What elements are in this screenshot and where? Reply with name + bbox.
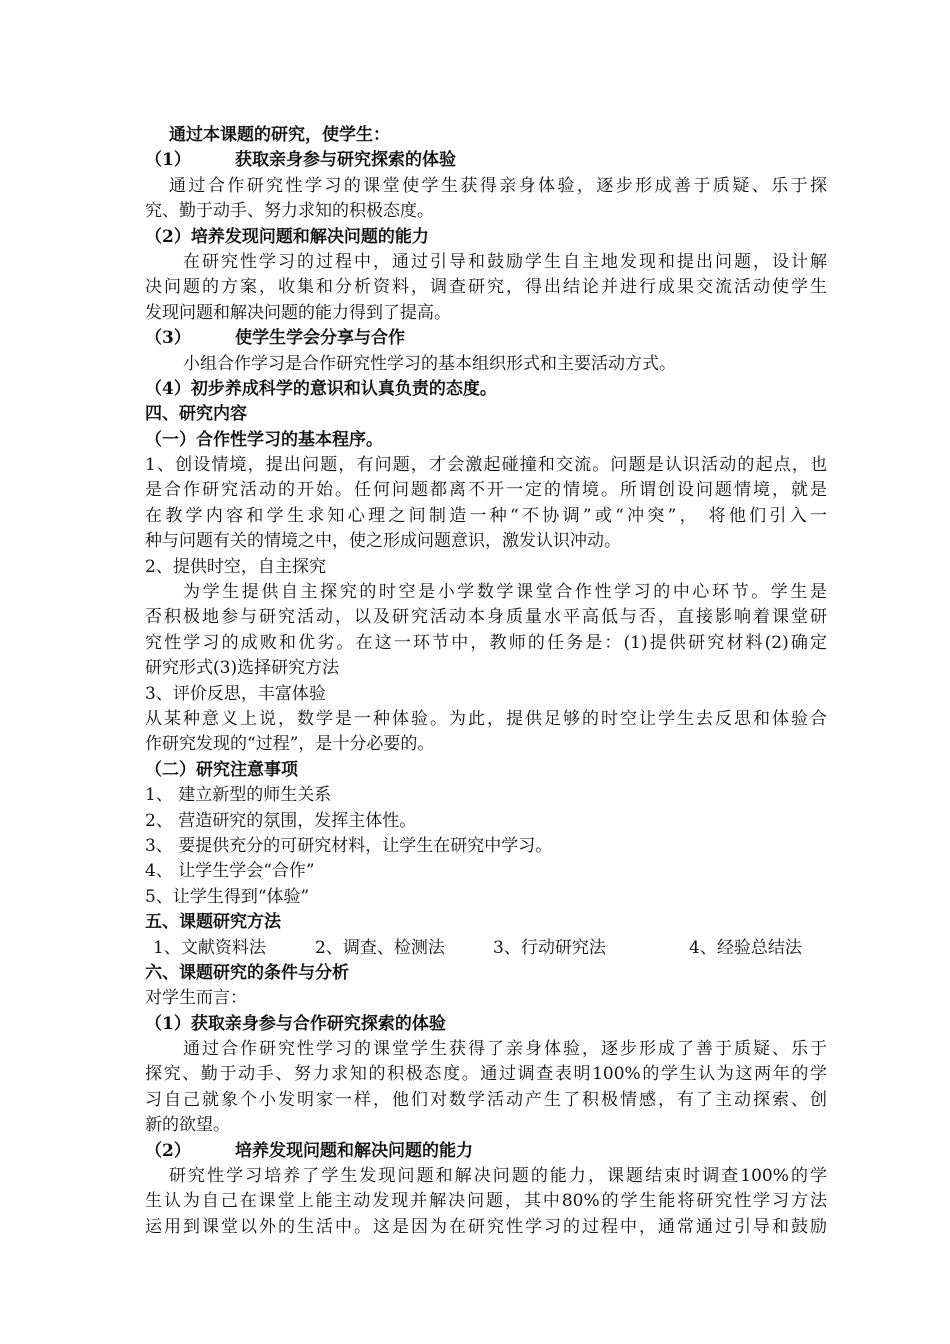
analysis-2-heading — [145, 1139, 827, 1164]
paragraph-line: 小组合作学习是合作研究性学习的基本组织形式和主要活动方式。 — [183, 353, 676, 374]
paragraph-line: 新的欲望。 — [145, 1115, 230, 1136]
objective-3-title: 使学生学会分享与合作 — [235, 328, 405, 349]
subsection-1-heading: （一）合作性学习的基本程序。 — [145, 429, 383, 450]
method-item: 4、经验总结法 — [689, 937, 802, 958]
list-item: 3、评价反思，丰富体验 — [145, 683, 326, 704]
analysis-2-title: 培养发现问题和解决问题的能力 — [235, 1140, 473, 1161]
subsection-2-heading: （二）研究注意事项 — [145, 759, 298, 780]
objective-2-heading: （2）培养发现问题和解决问题的能力 — [145, 226, 429, 247]
paragraph-line: 研究形式(3)选择研究方法 — [145, 658, 340, 679]
paragraph-line: 通过合作研究性学习的课堂使学生获得亲身体验，逐步形成善于质疑、乐于探 — [169, 175, 827, 196]
paragraph-line: 在研究性学习的过程中，通过引导和鼓励学生自主地发现和提出问题，设计解 — [183, 251, 827, 272]
list-item: 2、提供时空，自主探究 — [145, 556, 326, 577]
paragraph-line: 探究、勤于动手、努力求知的积极态度。通过调查表明100%的学生认为这两年的学 — [145, 1064, 827, 1085]
method-list — [145, 936, 827, 961]
intro-line: 通过本课题的研究，使学生： — [169, 125, 390, 145]
paragraph-line: 对学生而言： — [145, 988, 247, 1009]
objective-1-heading — [145, 148, 827, 173]
paragraph-line: 运用到课堂以外的生活中。这是因为在研究性学习的过程中，通常通过引导和鼓励 — [145, 1216, 827, 1237]
paragraph-line: 种与问题有关的情境之中，使之形成问题意识，激发认识冲动。 — [145, 531, 621, 552]
list-item: 5、让学生得到“体验” — [145, 886, 310, 907]
objective-1-title: 获取亲身参与研究探索的体验 — [235, 150, 456, 171]
objective-1-number: （1） — [145, 150, 191, 171]
list-item: 4、 让学生学会“合作” — [145, 861, 315, 882]
paragraph-line: 究性学习的成败和优劣。在这一环节中，教师的任务是：(1)提供研究材料(2)确定 — [145, 632, 827, 653]
paragraph-line: 究、勤于动手、努力求知的积极态度。 — [145, 201, 434, 222]
list-item: 2、 营造研究的氛围，发挥主体性。 — [145, 810, 417, 831]
section-5-heading: 五、课题研究方法 — [145, 912, 281, 933]
paragraph-line: 1、创设情境，提出问题，有问题，才会激起碰撞和交流。问题是认识活动的起点，也 — [145, 455, 827, 476]
section-6-heading: 六、课题研究的条件与分析 — [145, 962, 349, 983]
section-4-heading: 四、研究内容 — [145, 404, 247, 425]
paragraph-line: 发现问题和解决问题的能力得到了提高。 — [145, 302, 451, 323]
method-item: 3、行动研究法 — [493, 937, 606, 958]
paragraph-line: 研究性学习培养了学生发现问题和解决问题的能力，课题结束时调查100%的学 — [169, 1166, 827, 1187]
objective-3-heading — [145, 326, 827, 351]
paragraph-line: 为学生提供自主探究的时空是小学数学课堂合作性学习的中心环节。学生是 — [183, 582, 827, 603]
paragraph-line: 习自己就象个小发明家一样，他们对数学活动产生了积极情感，有了主动探索、创 — [145, 1089, 827, 1110]
paragraph-line: 通过合作研究性学习的课堂学生获得了亲身体验，逐步形成了善于质疑、乐于 — [183, 1039, 827, 1060]
paragraph-line: 决问题的方案，收集和分析资料，调查研究，得出结论并进行成果交流活动使学生 — [145, 277, 827, 298]
objective-3-number: （3） — [145, 328, 191, 349]
paragraph-line: 从某种意义上说，数学是一种体验。为此，提供足够的时空让学生去反思和体验合 — [145, 708, 827, 729]
analysis-2-number: （2） — [145, 1140, 191, 1161]
paragraph-line: 是合作研究活动的开始。任何问题都离不开一定的情境。所谓创设问题情境，就是 — [145, 480, 827, 501]
paragraph-line: 否积极地参与研究活动，以及研究活动本身质量水平高低与否，直接影响着课堂研 — [145, 607, 827, 628]
objective-4-heading: （4）初步养成科学的意识和认真负责的态度。 — [145, 378, 497, 399]
list-item: 3、 要提供充分的可研究材料，让学生在研究中学习。 — [145, 835, 553, 856]
paragraph-line: 生认为自己在课堂上能主动发现并解决问题，其中80%的学生能将研究性学习方法 — [145, 1191, 827, 1212]
paragraph-line: 在教学内容和学生求知心理之间制造一种“不协调”或“冲突”， 将他们引入一 — [145, 505, 827, 526]
list-item: 1、 建立新型的师生关系 — [145, 785, 332, 806]
method-item: 2、调查、检测法 — [315, 937, 445, 958]
paragraph-line: 作研究发现的“过程”，是十分必要的。 — [145, 734, 435, 755]
analysis-1-heading: （1）获取亲身参与合作研究探索的体验 — [145, 1013, 446, 1034]
method-item: 1、文献资料法 — [153, 937, 266, 958]
